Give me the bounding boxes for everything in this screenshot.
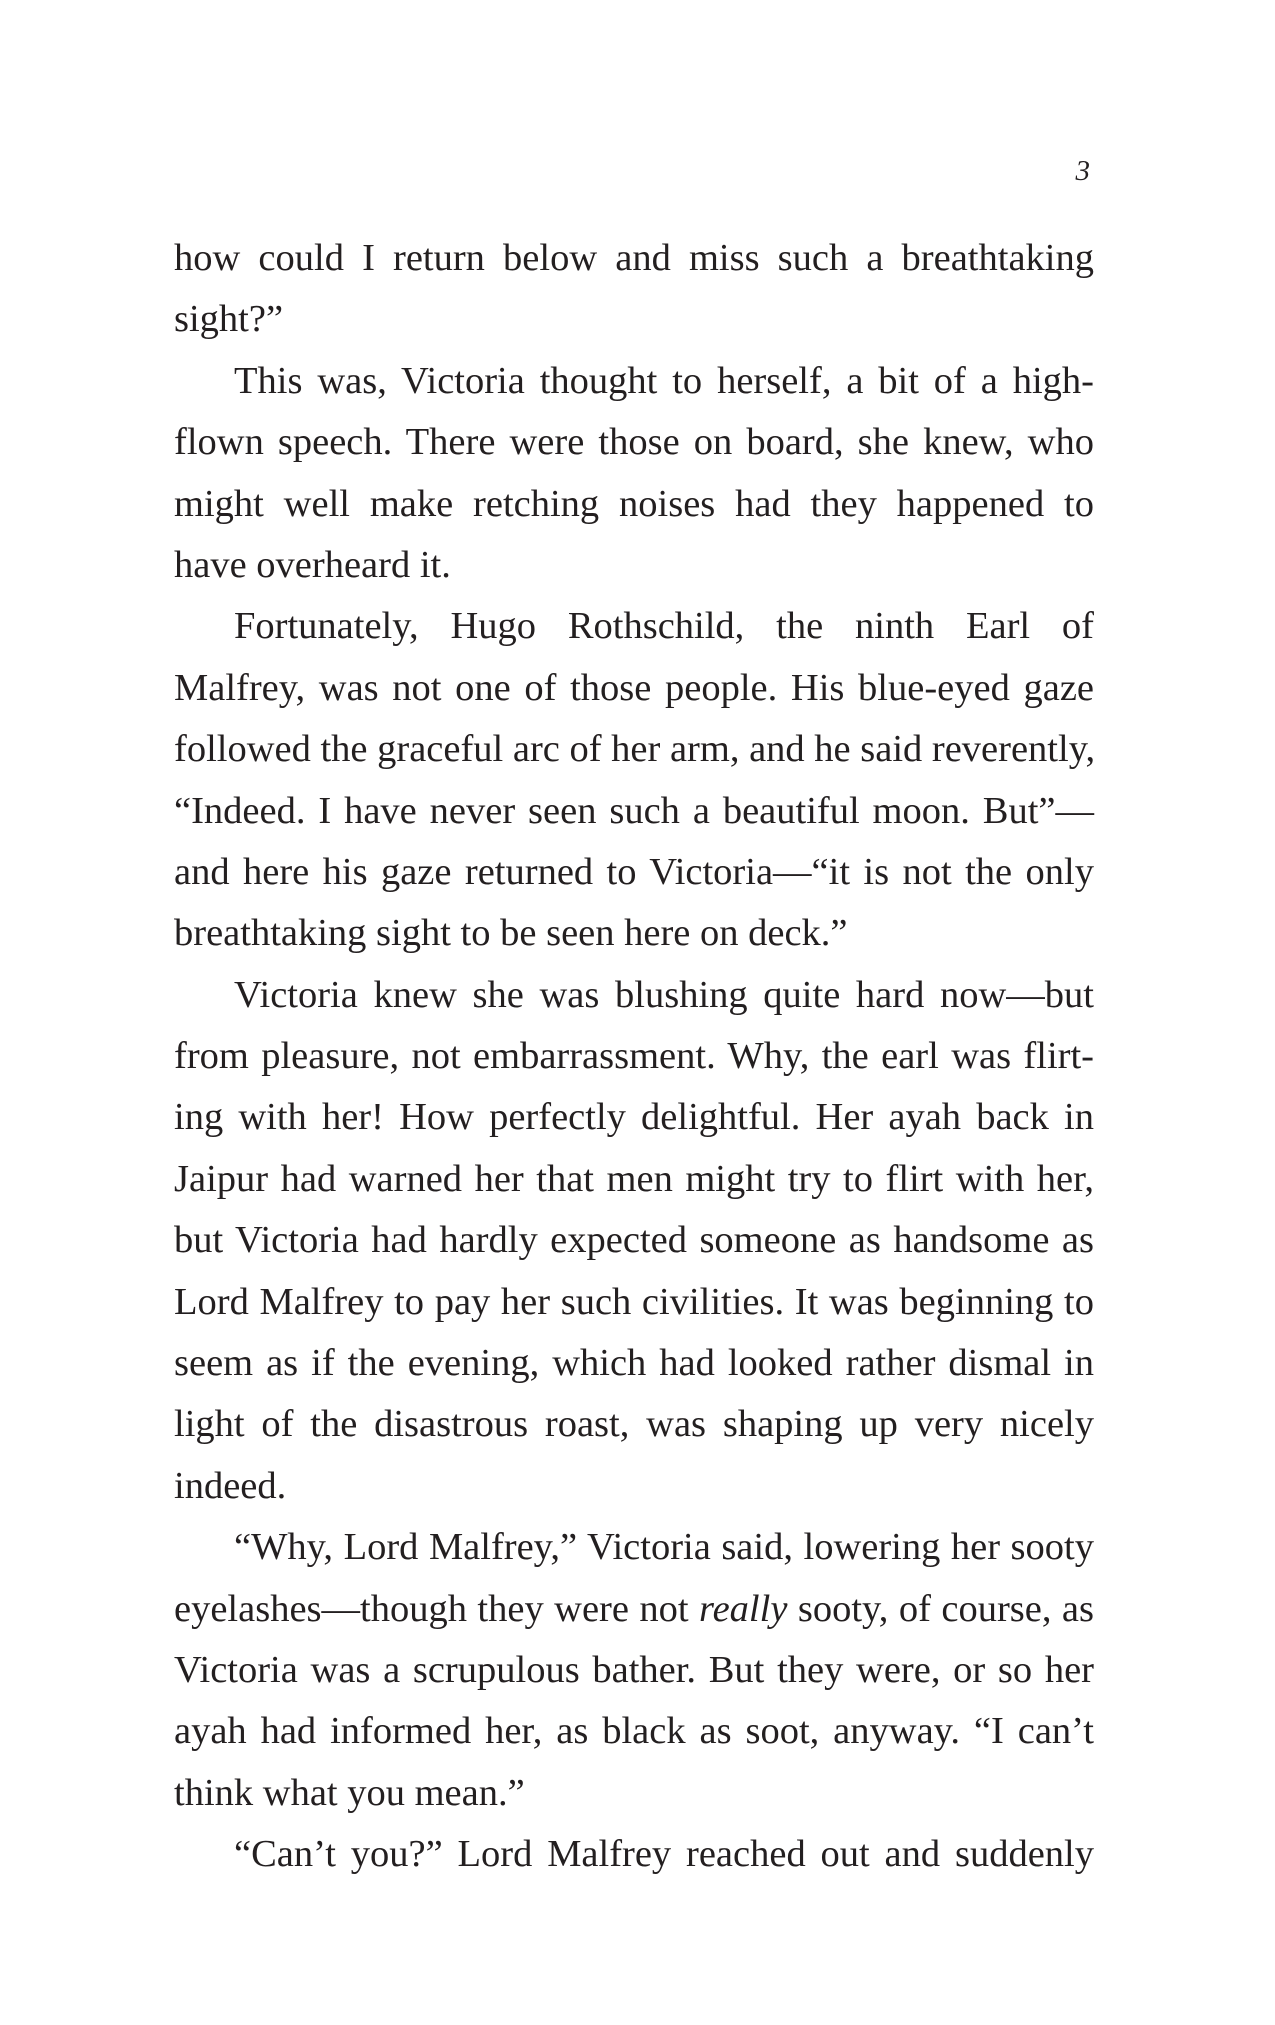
text-line: Fortunately, Hugo Rothschild, the ninth Earl of xyxy=(234,605,1094,648)
text-line: Jaipur had warned her that men might try to flirt with her, xyxy=(174,1157,1094,1200)
italic-text: really xyxy=(699,1587,788,1630)
text-span: eyelashes—though they were not xyxy=(174,1587,700,1630)
text-line: seem as if the evening, which had looked rather dismal in xyxy=(174,1342,1094,1385)
text-line: Victoria knew she was blushing quite hard now—but xyxy=(234,973,1094,1016)
text-line: This was, Victoria thought to herself, a bit of a high- xyxy=(234,359,1094,402)
text-line: “Why, Lord Malfrey,” Victoria said, lowering her sooty xyxy=(234,1526,1094,1569)
text-line xyxy=(174,1579,1094,1640)
text-line: indeed. xyxy=(174,1464,287,1507)
text-line: ing with her! How perfectly delightful. Her ayah back in xyxy=(174,1096,1094,1139)
text-line: light of the disastrous roast, was shaping up very nicely xyxy=(174,1403,1094,1446)
text-line: Lord Malfrey to pay her such civilities. It was beginning to xyxy=(174,1280,1094,1323)
text-line: “Can’t you?” Lord Malfrey reached out and suddenly xyxy=(234,1833,1094,1876)
text-line: followed the graceful arc of her arm, and he said reverently, xyxy=(174,728,1096,771)
text-line: how could I return below and miss such a breathtaking xyxy=(174,237,1094,279)
body-text xyxy=(174,228,1094,1886)
text-line: ayah had informed her, as black as soot, anyway. “I can’t xyxy=(174,1710,1094,1753)
page-number: 3 xyxy=(1075,155,1090,187)
text-line: and here his gaze returned to Victoria—“it is not the only xyxy=(174,850,1094,893)
text-line: might well make retching noises had they happened to xyxy=(174,482,1094,525)
text-span: sooty, of course, as xyxy=(787,1587,1094,1630)
text-line: but Victoria had hardly expected someone as handsome as xyxy=(174,1219,1094,1262)
text-line: “Indeed. I have never seen such a beautiful moon. But”— xyxy=(174,789,1094,832)
text-line: flown speech. There were those on board, she knew, who xyxy=(174,421,1094,464)
text-line: have overheard it. xyxy=(174,543,451,586)
text-line: sight?” xyxy=(174,298,284,341)
text-line: breathtaking sight to be seen here on deck.” xyxy=(174,912,848,955)
text-line: think what you mean.” xyxy=(174,1771,525,1814)
text-line: Malfrey, was not one of those people. His blue-eyed gaze xyxy=(174,666,1094,709)
text-line: from pleasure, not embarrassment. Why, the earl was flirt- xyxy=(174,1035,1094,1078)
text-line: Victoria was a scrupulous bather. But they were, or so her xyxy=(174,1648,1094,1691)
